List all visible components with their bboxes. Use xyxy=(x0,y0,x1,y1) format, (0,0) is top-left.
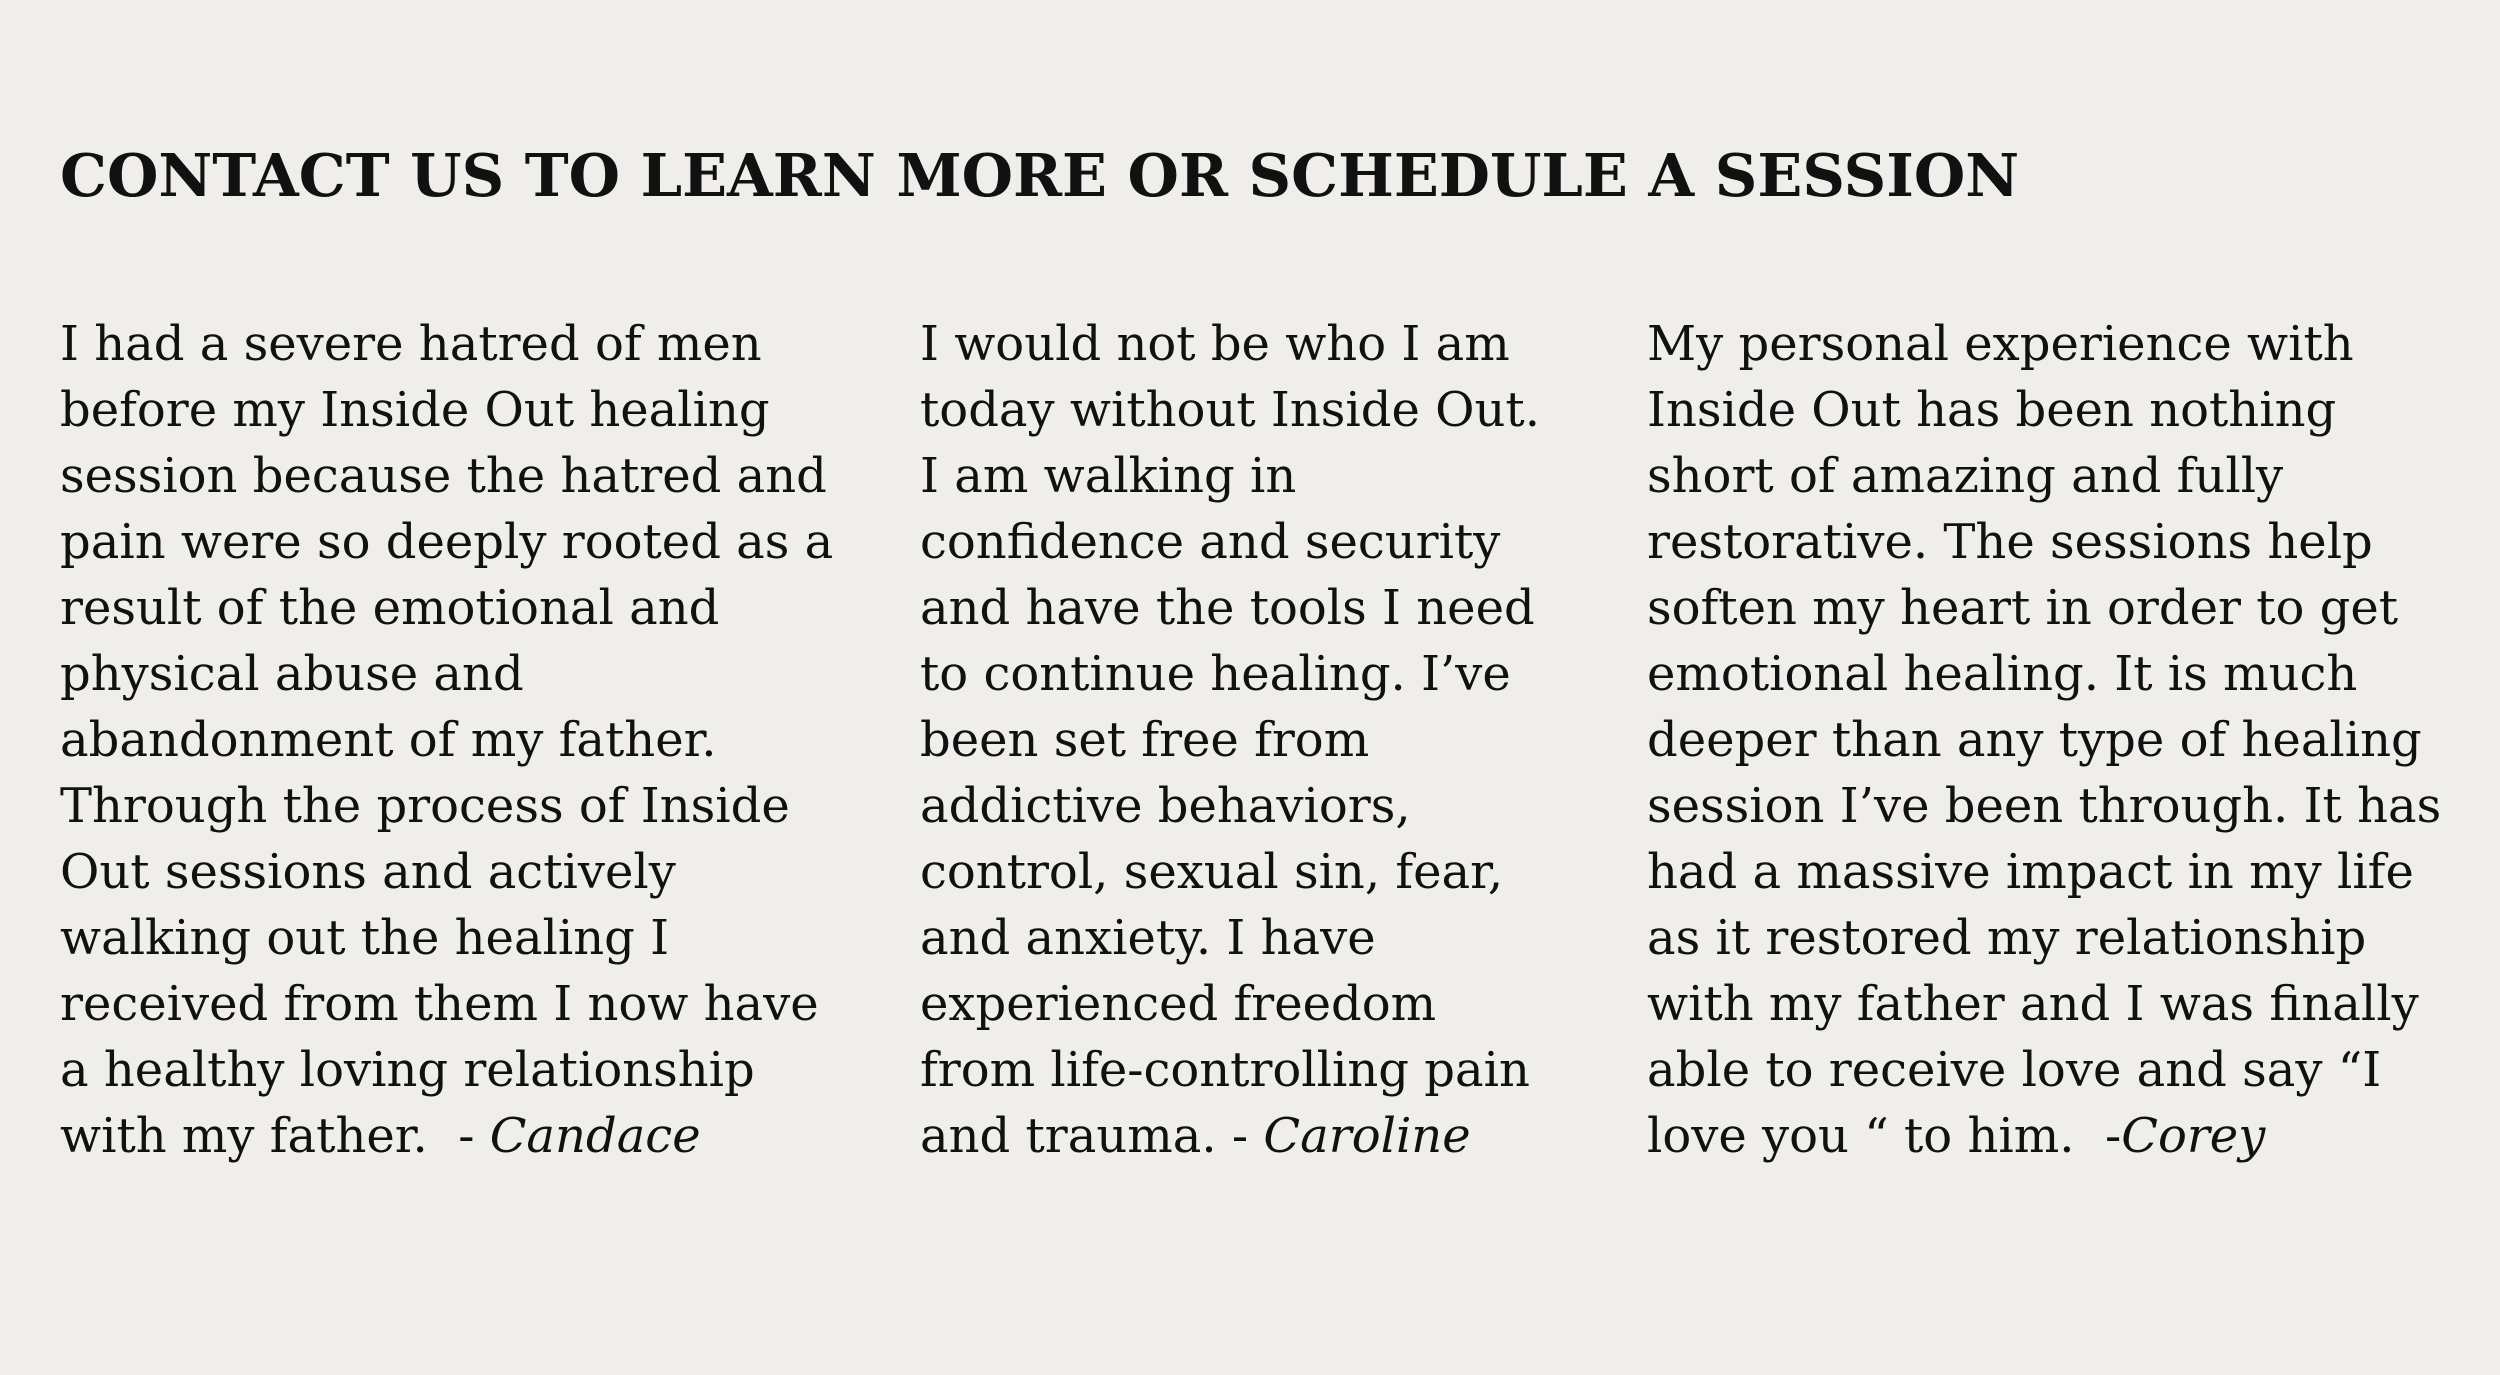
page-heading: CONTACT US TO LEARN MORE OR SCHEDULE A SESSION xyxy=(60,141,2020,210)
testimonial-line: I had a severe hatred of men xyxy=(60,316,762,372)
testimonial-column xyxy=(1647,311,2441,1169)
testimonial-last-line xyxy=(920,1103,1540,1169)
testimonial-line: result of the emotional and xyxy=(60,580,720,636)
testimonial-column xyxy=(60,311,833,1169)
testimonial-line: able to receive love and say “I xyxy=(1647,1042,2382,1098)
testimonial-line: session because the hatred and xyxy=(60,448,827,504)
testimonial-line: I am walking in xyxy=(920,448,1297,504)
testimonial-line: Inside Out has been nothing xyxy=(1647,382,2337,438)
testimonial-line: Out sessions and actively xyxy=(60,844,676,900)
testimonial-line: and trauma. - xyxy=(920,1108,1264,1164)
testimonial-last-line xyxy=(60,1103,833,1169)
testimonial-line: session I’ve been through. It has xyxy=(1647,778,2442,834)
testimonial-line: My personal experience with xyxy=(1647,316,2354,372)
testimonial-line: with my father and I was finally xyxy=(1647,976,2419,1032)
testimonial-line: a healthy loving relationship xyxy=(60,1042,755,1098)
testimonial-line: to continue healing. I’ve xyxy=(920,646,1511,702)
testimonial-line: deeper than any type of healing xyxy=(1647,712,2422,768)
testimonial-line: physical abuse and xyxy=(60,646,524,702)
testimonial-line: walking out the healing I xyxy=(60,910,670,966)
testimonial-line: soften my heart in order to get xyxy=(1647,580,2399,636)
testimonial-line: today without Inside Out. xyxy=(920,382,1540,438)
testimonial-line: experienced freedom xyxy=(920,976,1437,1032)
testimonial-author: Caroline xyxy=(1263,1108,1471,1164)
testimonial-line: short of amazing and fully xyxy=(1647,448,2284,504)
testimonial-line: from life-controlling pain xyxy=(920,1042,1530,1098)
testimonial-line: had a massive impact in my life xyxy=(1647,844,2414,900)
testimonial-line: been set free from xyxy=(920,712,1370,768)
testimonial-author: Candace xyxy=(489,1108,701,1164)
testimonial-line: abandonment of my father. xyxy=(60,712,717,768)
testimonial-line: restorative. The sessions help xyxy=(1647,514,2373,570)
testimonial-line: I would not be who I am xyxy=(920,316,1510,372)
testimonial-line: received from them I now have xyxy=(60,976,819,1032)
testimonial-line: confidence and security xyxy=(920,514,1501,570)
testimonial-line: and anxiety. I have xyxy=(920,910,1376,966)
testimonial-author: Corey xyxy=(2121,1108,2266,1164)
testimonial-line: emotional healing. It is much xyxy=(1647,646,2358,702)
testimonial-line: and have the tools I need xyxy=(920,580,1535,636)
testimonial-line: with my father. - xyxy=(60,1108,490,1164)
testimonial-line: Through the process of Inside xyxy=(60,778,790,834)
testimonial-column xyxy=(920,311,1540,1169)
testimonial-line: love you “ to him. - xyxy=(1647,1108,2122,1164)
testimonial-last-line xyxy=(1647,1103,2441,1169)
testimonial-line: as it restored my relationship xyxy=(1647,910,2367,966)
testimonial-line: control, sexual sin, fear, xyxy=(920,844,1504,900)
testimonial-line: addictive behaviors, xyxy=(920,778,1411,834)
testimonial-line: pain were so deeply rooted as a xyxy=(60,514,834,570)
testimonial-line: before my Inside Out healing xyxy=(60,382,770,438)
